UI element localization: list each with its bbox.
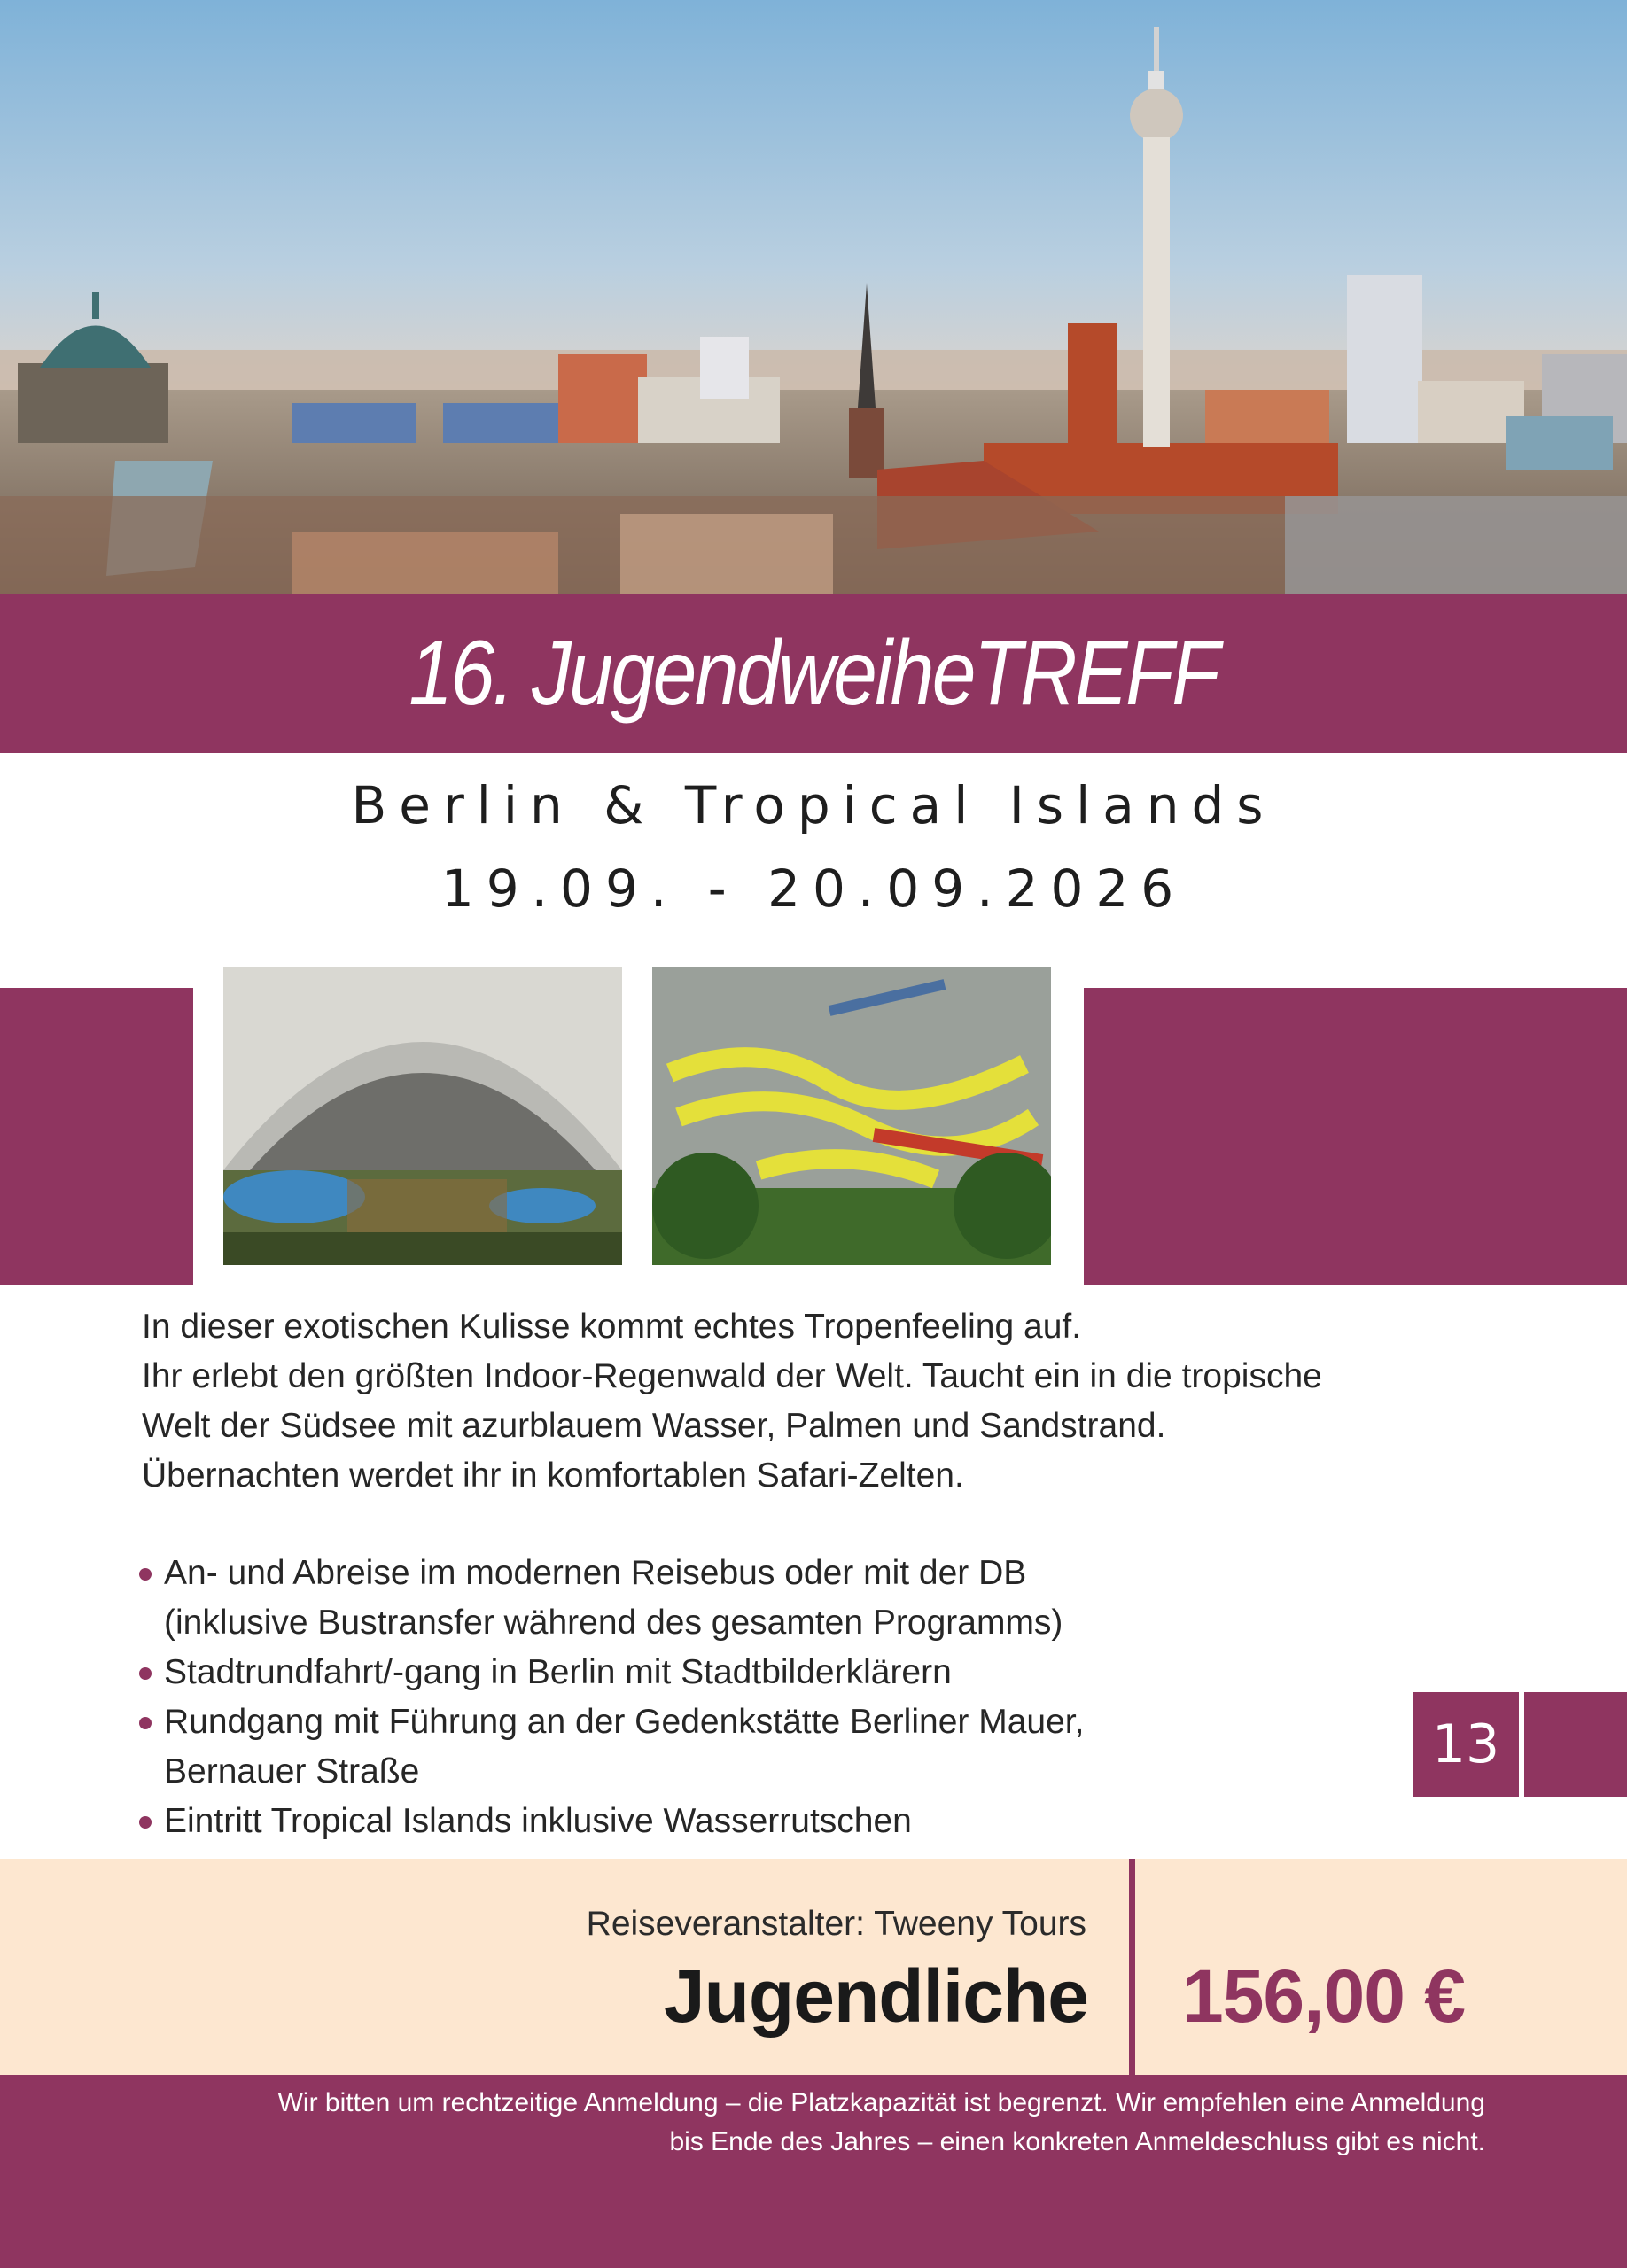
intro-text	[142, 1302, 1524, 1501]
page-title: 16. JugendweiheTREFF	[409, 621, 1218, 725]
footer-note-line: bis Ende des Jahres – einen konkreten Anmeldeschluss gibt es nicht.	[669, 2127, 1485, 2156]
bullet-icon	[139, 1568, 152, 1581]
page-number: 13	[1413, 1692, 1519, 1797]
intro-line: Ihr erlebt den größten Indoor-Regenwald der Welt. Taucht ein in die tropische	[142, 1357, 1322, 1395]
intro-line: In dieser exotischen Kulisse kommt echtes Tropenfeeling auf.	[142, 1308, 1082, 1346]
date-range-text: 19.09. - 20.09.2026	[440, 858, 1187, 919]
list-item: Stadtrundfahrt/-gang in Berlin mit Stadtbilderklärern	[137, 1648, 1378, 1697]
berlin-skyline-photo	[0, 0, 1627, 594]
list-item: An- und Abreise im modernen Reisebus oder mit der DB (inklusive Bustransfer während des gesamten Programms)	[137, 1549, 1378, 1648]
tropical-islands-dome-photo	[223, 967, 622, 1265]
bullet-icon	[139, 1667, 152, 1680]
page-tab	[1524, 1692, 1627, 1797]
price-divider	[1129, 1859, 1135, 2075]
water-slides-photo	[652, 967, 1051, 1265]
intro-line: Welt der Südsee mit azurblauem Wasser, Palmen und Sandstrand.	[142, 1407, 1166, 1445]
organizer-text: Reiseveranstalter: Tweeny Tours	[586, 1905, 1086, 1943]
footer-note-line: Wir bitten um rechtzeitige Anmeldung – die Platzkapazität ist begrenzt. Wir empfehlen eine Anmeldung	[277, 2088, 1485, 2117]
list-item: Eintritt Tropical Islands inklusive Wasserrutschen	[137, 1797, 1378, 1846]
footer-note	[67, 2084, 1485, 2162]
bullet-icon	[139, 1816, 152, 1829]
list-item: Rundgang mit Führung an der Gedenkstätte Berliner Mauer, Bernauer Straße	[137, 1697, 1378, 1797]
intro-line: Übernachten werdet ihr in komfortablen Safari-Zelten.	[142, 1456, 964, 1495]
title-band	[0, 594, 1627, 753]
price-value: 156,00 €	[1182, 1954, 1465, 2038]
accent-block-right	[1084, 988, 1627, 1285]
feature-list	[137, 1549, 1378, 1846]
bullet-icon	[139, 1717, 152, 1729]
destination-text: Berlin & Tropical Islands	[351, 775, 1276, 835]
accent-block-left	[0, 988, 193, 1285]
audience-label: Jugendliche	[663, 1954, 1088, 2038]
